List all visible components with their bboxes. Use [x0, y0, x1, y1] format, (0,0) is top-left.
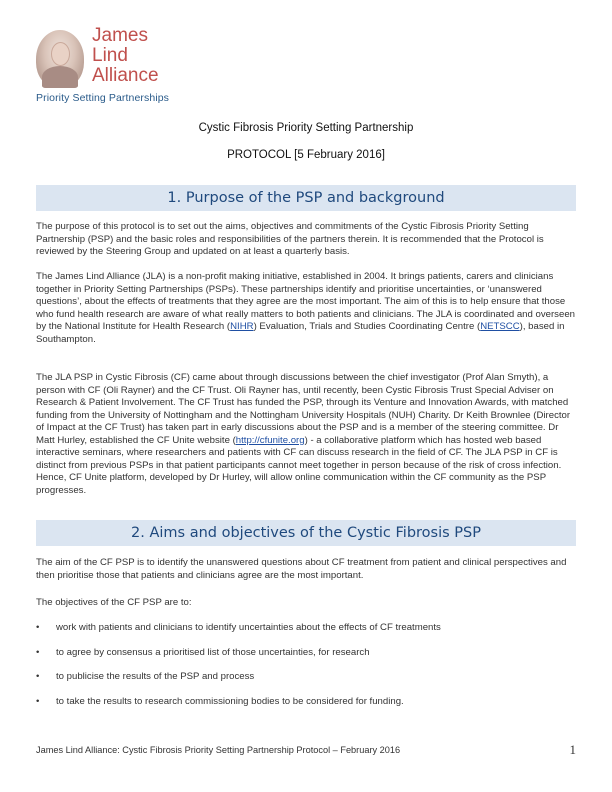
logo-wordmark — [92, 26, 159, 86]
objective-text: to agree by consensus a prioritised list of those uncertainties, for research — [56, 647, 370, 658]
paragraph-2-text-b: ) Evaluation, Trials and Studies Coordinating Centre ( — [253, 321, 481, 332]
protocol-date: PROTOCOL [5 February 2016] — [227, 149, 385, 161]
section-2-heading: 2. Aims and objectives of the Cystic Fibrosis PSP — [36, 520, 576, 546]
paragraph-3-text-a: The JLA PSP in Cystic Fibrosis (CF) came about through discussions between the chief investigator (Prof Alan Smyth), a person with CF (Oli Rayner) and the CF Trust. Oli Rayner has, until recently, been Cystic Fibrosis Trust Special Adviser on Research & Patient Involvement. The CF Trust has funded the PSP, through its Venture and Innovation Awards, with matched funding from the University of Nottingham and the Nottingham University Hospitals (NUH) Charity. Dr Keith Brownlee (Director of Impact at the CF Trust) has taken part in early discussions about the PSP and is a member of the steering committee. Dr Matt Hurley, established the CF Unite website ( — [36, 372, 571, 446]
paragraph-3-text-b: ) - a collaborative platform which has hosted web based interactive seminars, where researchers and patients with CF can discuss research in the field of CF. The JLA PSP in CF is distinct from previous PSPs in that patient participants cannot meet together in person because of the risk of cross infection. Hence, CF Unite platform, developed by Dr Hurley, will allow online communication within the CF community as the PSP progresses. — [36, 434, 562, 496]
section-2-paragraph-1: The aim of the CF PSP is to identify the unanswered questions about CF treatment from patient and clinical perspectives and then prioritise those that patients and clinicians agree are the most important. — [36, 557, 567, 581]
objective-text: to take the results to research commissioning bodies to be considered for funding. — [56, 696, 404, 707]
logo-tagline: Priority Setting Partnerships — [36, 92, 170, 104]
bullet-icon: • — [36, 622, 40, 633]
cfunite-link[interactable]: http://cfunite.org — [235, 434, 305, 446]
logo-line-2: Lind — [92, 45, 128, 66]
netscc-link[interactable]: NETSCC — [480, 321, 520, 332]
section-1-paragraph-2 — [36, 271, 576, 346]
page-footer: James Lind Alliance: Cystic Fibrosis Priority Setting Partnership Protocol – February 2016 — [36, 745, 401, 755]
nihr-link[interactable]: NIHR — [230, 321, 254, 332]
logo-line-3: Alliance — [92, 65, 159, 86]
paragraph-2-text-c: ), based in Southampton. — [36, 321, 565, 345]
page-number: 1 — [569, 742, 576, 757]
bullet-icon: • — [36, 671, 40, 682]
bullet-icon: • — [36, 696, 40, 707]
document-title: Cystic Fibrosis Priority Setting Partnership — [198, 122, 414, 134]
bullet-icon: • — [36, 647, 40, 658]
section-1-paragraph-1: The purpose of this protocol is to set out the aims, objectives and commitments of the Cystic Fibrosis Priority Setting Partnership (PSP) and the basic roles and responsibilities of the partners therein. It is recommended that the Protocol is reviewed by the Steering Group and updated on at least a quarterly basis. — [36, 221, 544, 257]
section-2-paragraph-2: The objectives of the CF PSP are to: — [36, 597, 192, 608]
section-1-heading: 1. Purpose of the PSP and background — [36, 185, 576, 211]
objective-text: work with patients and clinicians to identify uncertainties about the effects of CF treatments — [56, 622, 441, 633]
paragraph-2-text-a: The James Lind Alliance (JLA) is a non-profit making initiative, established in 2004. It brings patients, carers and clinicians together in Priority Setting Partnerships (PSPs). These partnerships identify and prioritise uncertainties, or ‘unanswered questions’, about the effects of treatments that they agree are the most important. The aim of this is to help ensure that those who fund health research are aware of what really matters to both patients and clinicians. The JLA is coordinated and overseen by the National Institute for Health Research ( — [36, 271, 575, 332]
objective-text: to publicise the results of the PSP and process — [56, 671, 255, 682]
portrait-image — [36, 30, 84, 88]
jla-logo — [36, 26, 206, 106]
logo-line-1: James — [92, 25, 148, 46]
section-1-paragraph-3 — [36, 372, 576, 497]
